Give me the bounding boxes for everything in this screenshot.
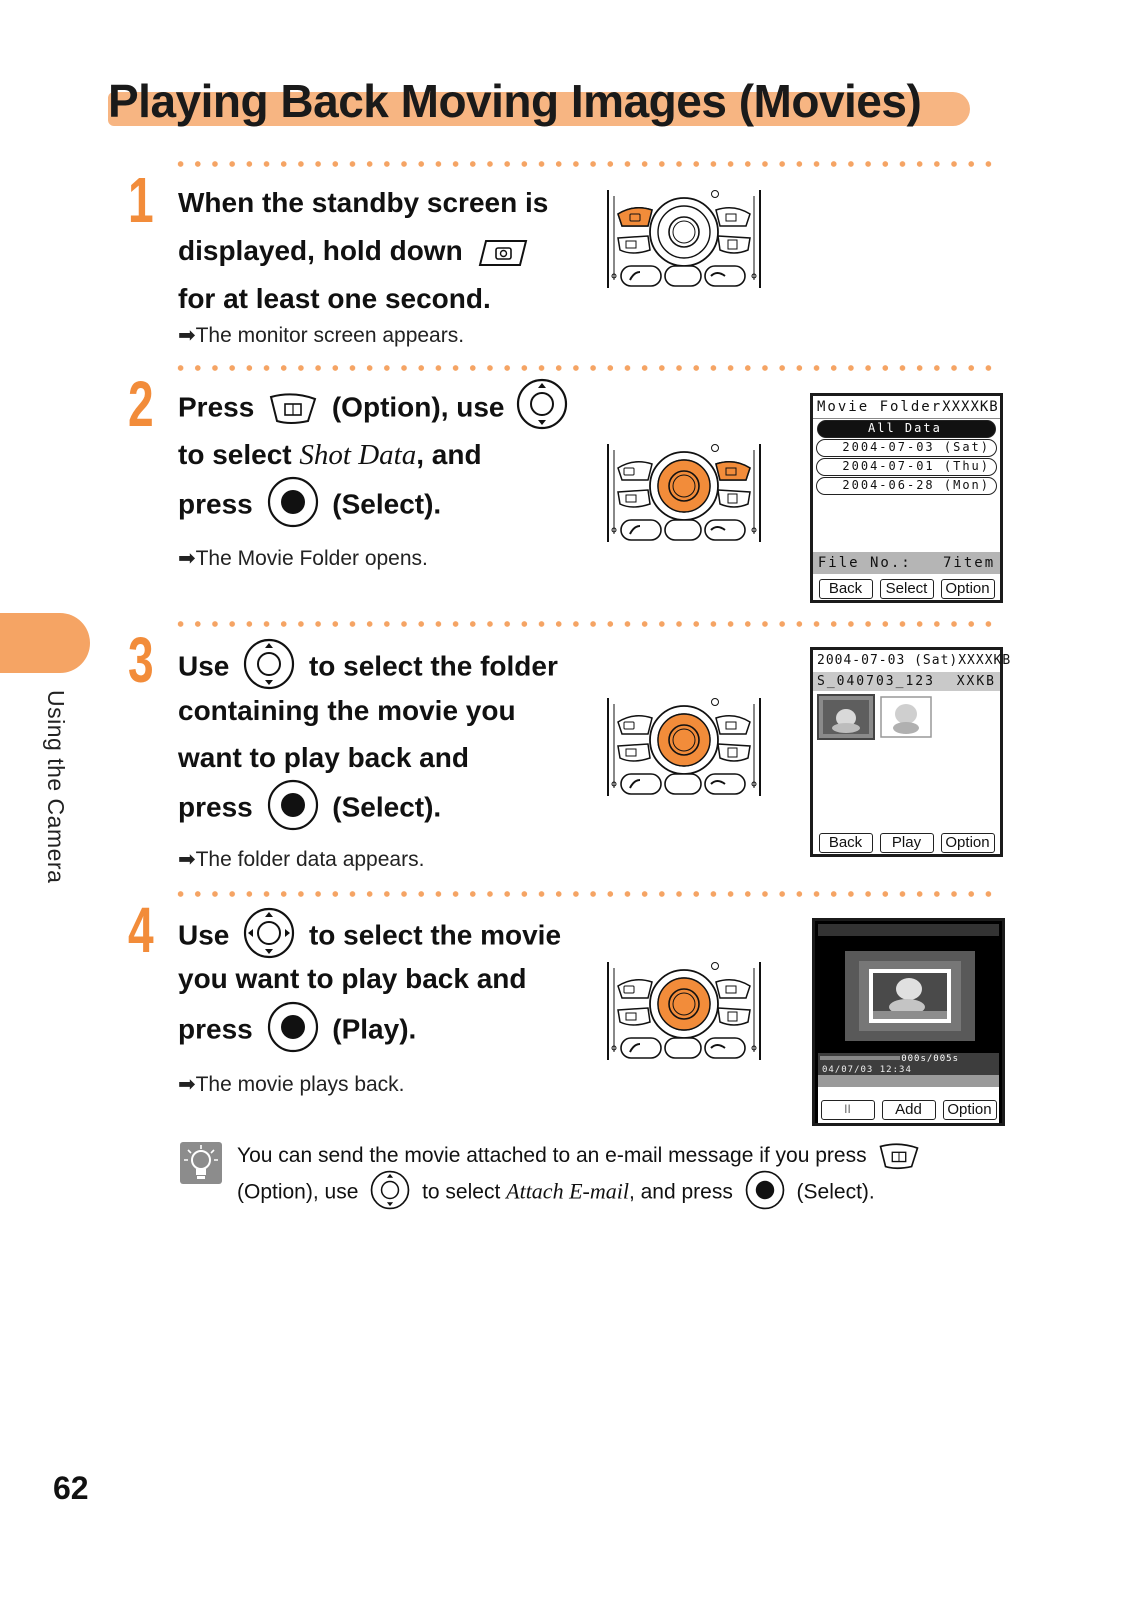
phone-screen-movie-player — [812, 918, 1005, 1126]
step-separator — [172, 364, 1000, 372]
step-number: 4 — [128, 894, 154, 966]
navigation-key-icon — [243, 907, 295, 959]
camera-key-icon — [478, 237, 528, 269]
phone-screen-folder-data — [810, 647, 1012, 857]
keypad-illustration — [604, 444, 764, 544]
step-number: 2 — [128, 368, 154, 440]
step-separator — [172, 890, 1000, 898]
tip-text: (Option), use — [237, 1180, 359, 1204]
softkey-bar — [815, 833, 998, 853]
instruction-text: (Play). — [332, 1013, 417, 1045]
screen-title: Movie Folder — [817, 399, 943, 415]
movie-frame — [845, 951, 975, 1041]
phone-screen-movie-folder — [810, 393, 1003, 603]
menu-item-name: Shot Data — [299, 439, 417, 471]
tip-line — [237, 1143, 920, 1170]
option-softkey[interactable]: Option — [941, 579, 995, 599]
step-result: ➡The folder data appears. — [178, 848, 425, 871]
tip-text: , and press — [628, 1180, 733, 1204]
step-instruction-line — [178, 1009, 416, 1053]
tip-text: You can send the movie attached to an e-mail message if you press — [237, 1144, 867, 1168]
step-instruction-line — [178, 484, 441, 528]
step-separator — [172, 160, 1000, 168]
screen-title: 2004-07-03 (Sat) — [817, 653, 959, 668]
highlighted-mail-key — [716, 462, 750, 480]
step-separator — [172, 620, 1000, 628]
center-select-key-icon — [745, 1170, 785, 1210]
folder-row-selected[interactable]: All Data — [817, 420, 996, 438]
page-number: 62 — [53, 1470, 89, 1506]
tip-line — [237, 1176, 875, 1210]
step-instruction-line: When the standby screen is — [178, 187, 549, 218]
navigation-key-icon — [243, 638, 295, 690]
select-softkey[interactable]: Select — [880, 579, 934, 599]
keypad-illustration — [604, 698, 764, 798]
instruction-text: Use — [178, 650, 230, 682]
step-number: 1 — [128, 164, 154, 236]
seek-bar[interactable] — [818, 1075, 999, 1087]
player-top-bar — [818, 924, 999, 936]
keypad-illustration — [604, 962, 764, 1062]
file-info-bar — [813, 672, 1000, 691]
center-select-key-icon — [267, 1001, 319, 1053]
memory-size: XXXXKB — [958, 653, 1012, 668]
navigation-key-icon — [516, 378, 568, 430]
step-instruction-line — [178, 438, 482, 472]
file-count-bar: File No.: 7item — [813, 552, 1000, 574]
step-instruction-line — [178, 388, 568, 430]
step-result: ➡The movie plays back. — [178, 1073, 405, 1096]
center-select-key-icon — [267, 779, 319, 831]
instruction-text: (Select). — [332, 791, 442, 823]
page-title: Playing Back Moving Images (Movies) — [108, 75, 922, 127]
instruction-text: (Option), use — [331, 391, 505, 423]
step-instruction-line — [178, 646, 558, 690]
step-instruction-line: for at least one second. — [178, 283, 491, 314]
step-result: ➡The Movie Folder opens. — [178, 547, 428, 570]
timestamp: 04/07/03 12:34 — [822, 1065, 912, 1075]
folder-row[interactable]: 2004-07-03 (Sat) — [816, 439, 997, 457]
option-softkey[interactable]: Option — [941, 833, 995, 853]
option-softkey[interactable]: Option — [943, 1100, 997, 1120]
softkey-bar — [815, 579, 998, 599]
step-instruction-line — [178, 234, 528, 269]
movie-thumbnails — [817, 694, 937, 742]
mail-option-key-icon — [268, 393, 318, 425]
pause-softkey[interactable]: II — [821, 1100, 875, 1120]
back-softkey[interactable]: Back — [819, 833, 873, 853]
back-softkey[interactable]: Back — [819, 579, 873, 599]
step-number: 3 — [128, 624, 154, 696]
section-label: Using the Camera — [43, 690, 69, 884]
screen-header — [813, 650, 1012, 672]
step-instruction-line: containing the movie you — [178, 695, 516, 726]
folder-row[interactable]: 2004-06-28 (Mon) — [816, 477, 997, 495]
folder-row[interactable]: 2004-07-01 (Thu) — [816, 458, 997, 476]
instruction-text: press — [178, 791, 253, 823]
center-select-key-icon — [267, 476, 319, 528]
navigation-key-icon — [370, 1170, 410, 1210]
screen-header — [813, 396, 1000, 419]
instruction-text: , and — [416, 439, 482, 470]
instruction-text: Use — [178, 919, 230, 951]
instruction-text: press — [178, 488, 253, 520]
mail-option-key-icon — [878, 1143, 920, 1170]
instruction-text: press — [178, 1013, 253, 1045]
progress-bar — [820, 1056, 900, 1060]
step-instruction-line: you want to play back and — [178, 963, 527, 994]
step-result: ➡The monitor screen appears. — [178, 324, 465, 347]
player-info-panel — [818, 1053, 999, 1087]
instruction-text: to select the folder — [308, 650, 558, 682]
instruction-text: to select — [178, 439, 292, 470]
file-name: S_040703_123 — [817, 674, 935, 689]
highlighted-camera-key — [618, 208, 652, 226]
step-instruction-line — [178, 787, 441, 831]
instruction-text: to select the movie — [308, 919, 562, 951]
play-softkey[interactable]: Play — [880, 833, 934, 853]
step-instruction-line — [178, 915, 561, 959]
menu-item-name: Attach E-mail — [506, 1178, 629, 1204]
instruction-text: (Select). — [332, 488, 442, 520]
step-instruction-line: want to play back and — [178, 742, 469, 773]
add-softkey[interactable]: Add — [882, 1100, 936, 1120]
keypad-illustration — [604, 190, 764, 290]
section-tab — [0, 613, 90, 673]
instruction-text: Press — [178, 391, 255, 423]
file-size: XXKB — [956, 674, 996, 689]
softkey-bar — [817, 1100, 1000, 1120]
play-counter: 000s/005s — [901, 1054, 959, 1064]
tip-text: to select — [422, 1180, 501, 1204]
memory-size: XXXXKB — [942, 399, 999, 415]
tip-text: (Select). — [796, 1180, 875, 1204]
instruction-text: displayed, hold down — [178, 235, 463, 266]
lightbulb-tip-icon — [180, 1142, 222, 1184]
